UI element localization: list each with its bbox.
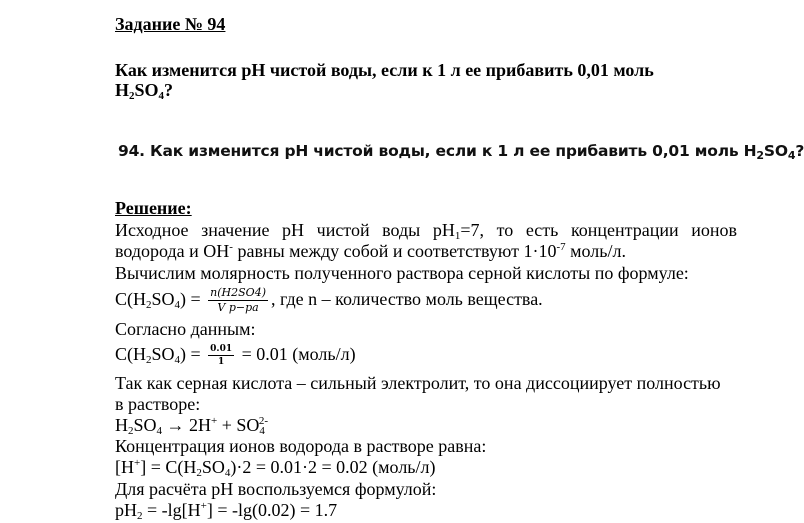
task-question-line2 bbox=[115, 80, 173, 101]
text-frag: → 2H bbox=[162, 415, 212, 435]
text-frag: = 0.01 (моль/л) bbox=[237, 344, 356, 364]
text-frag: C(H bbox=[115, 289, 146, 309]
subscript: 2 bbox=[756, 149, 764, 162]
subscript: 1 bbox=[454, 230, 461, 242]
formula-hydrogen-ions bbox=[115, 457, 436, 478]
formula-concentration bbox=[115, 339, 356, 369]
text-frag: H bbox=[115, 80, 130, 100]
superscript: + bbox=[134, 457, 141, 469]
solution-p1-line1 bbox=[115, 220, 737, 241]
superscript: + bbox=[211, 415, 218, 427]
superscript: - bbox=[229, 241, 233, 253]
text-frag: водорода и ОН bbox=[115, 241, 230, 261]
solution-p1-line2 bbox=[115, 241, 626, 262]
text-frag: ) = bbox=[180, 344, 206, 364]
subscript: 2 bbox=[129, 90, 135, 102]
subscript: 2 bbox=[128, 425, 134, 437]
text-frag: = -lg[H bbox=[142, 500, 201, 520]
subscript: 4 bbox=[174, 299, 181, 311]
text-frag: ) = bbox=[180, 289, 206, 309]
fraction-denominator: V р−ра bbox=[217, 301, 259, 315]
text-frag: [H bbox=[115, 457, 134, 477]
text-frag: SO bbox=[763, 142, 788, 160]
superscript: -7 bbox=[556, 241, 566, 253]
text-frag: =7, то есть концентрации ионов bbox=[460, 220, 737, 240]
dissociation-equation bbox=[115, 415, 268, 436]
text-frag: ] = C(H bbox=[140, 457, 197, 477]
fraction bbox=[208, 343, 234, 368]
formula-molarity bbox=[115, 284, 543, 315]
subscript: 4 bbox=[224, 467, 231, 479]
text-frag: Исходное значение рН чистой воды рН bbox=[115, 220, 455, 240]
superscript: + bbox=[200, 500, 207, 512]
subscript: 2 bbox=[137, 510, 143, 522]
task-title: Задание № 94 bbox=[115, 14, 226, 34]
text-frag: ? bbox=[795, 142, 804, 160]
text-frag: ] = -lg(0.02) = 1.7 bbox=[206, 500, 338, 520]
subscript: 4 bbox=[156, 425, 163, 437]
text-frag: моль/л. bbox=[565, 241, 626, 261]
solution-p2: Вычислим молярность полученного раствора серной кислоты по формуле: bbox=[115, 263, 689, 283]
text-frag: C(H bbox=[115, 344, 146, 364]
text-frag: ? bbox=[164, 80, 174, 100]
solution-p5: Концентрация ионов водорода в растворе равна: bbox=[115, 436, 487, 456]
fraction-numerator: n(H2SO4) bbox=[210, 286, 266, 300]
formula-ph bbox=[115, 500, 337, 521]
scanned-question-image bbox=[118, 142, 804, 160]
text-frag: равны между собой и соответствуют 1·10 bbox=[232, 241, 557, 261]
superscript: 2- bbox=[258, 415, 269, 427]
subscript: 2 bbox=[196, 467, 202, 479]
text-frag: )·2 = 0.01·2 = 0.02 (моль/л) bbox=[230, 457, 436, 477]
subscript: 2 bbox=[146, 354, 152, 366]
text-frag: + SO bbox=[217, 415, 260, 435]
text-frag: , где n – количество моль вещества. bbox=[270, 289, 543, 309]
text-frag: SO bbox=[134, 80, 159, 100]
fraction bbox=[208, 286, 268, 315]
text-frag: H bbox=[115, 415, 128, 435]
text-frag: SO bbox=[201, 457, 225, 477]
subscript: 4 bbox=[259, 425, 265, 437]
fraction-numerator: 0.01 bbox=[210, 344, 233, 355]
solution-p4-line2: в растворе: bbox=[115, 394, 201, 414]
subscript: 4 bbox=[158, 90, 165, 102]
subscript: 2 bbox=[146, 299, 152, 311]
text-frag: 94. Как изменится рН чистой воды, если к 1 л ее прибавить 0,01 моль H bbox=[118, 142, 757, 160]
fraction-denominator: 1 bbox=[218, 357, 225, 368]
task-question-line1: Как изменится pH чистой воды, если к 1 л ее прибавить 0,01 моль bbox=[115, 60, 654, 80]
text-frag: SO bbox=[133, 415, 157, 435]
subscript: 4 bbox=[787, 149, 796, 162]
text-frag: SO bbox=[151, 344, 175, 364]
subscript: 4 bbox=[174, 354, 181, 366]
solution-p4-line1: Так как серная кислота – сильный электролит, то она диссоциирует полностью bbox=[115, 373, 721, 393]
solution-p6: Для расчёта pH воспользуемся формулой: bbox=[115, 479, 437, 499]
solution-heading: Решение: bbox=[115, 198, 192, 218]
text-frag: SO bbox=[151, 289, 175, 309]
solution-p3: Согласно данным: bbox=[115, 319, 256, 339]
text-frag: pH bbox=[115, 500, 137, 520]
